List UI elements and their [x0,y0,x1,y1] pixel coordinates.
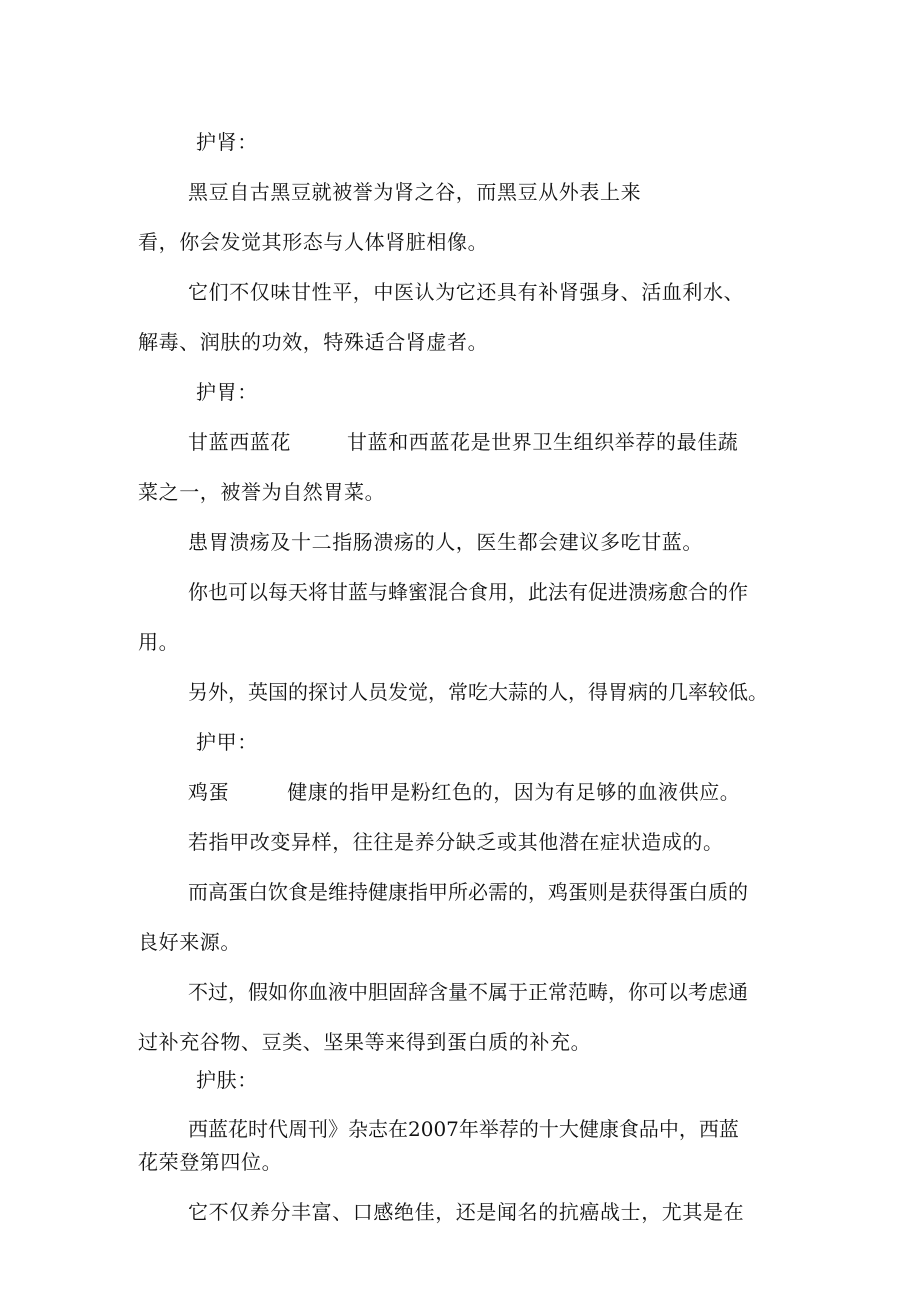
paragraph-line: 过补充谷物、豆类、坚果等来得到蛋白质的补充。 [138,1030,592,1054]
paragraph-line: 不过，假如你血液中胆固辞含量不属于正常范畴，你可以考虑通 [188,980,748,1004]
paragraph-line: 它不仅养分丰富、口感绝佳，还是闻名的抗癌战士，尤其是在 [188,1200,745,1224]
paragraph-line: 患胃溃疡及十二指肠溃疡的人，医生都会建议多吃甘蓝。 [188,530,703,554]
paragraph-line: 若指甲改变异样，往往是养分缺乏或其他潜在症状造成的。 [188,830,724,854]
paragraph-line: 花荣登第四位。 [138,1150,283,1174]
paragraph-line: 良好来源。 [138,930,241,954]
paragraph-line [188,428,738,456]
section-heading-kidney: 护肾： [196,130,258,154]
section-heading-nails: 护甲： [196,730,258,754]
paragraph-line: 西蓝花时代周刊》杂志在2007年举荐的十大健康食品中，西蓝 [188,1117,739,1141]
paragraph-line: 看，你会发觉其形态与人体肾脏相像。 [138,230,489,254]
paragraph-line: 另外，英国的探讨人员发觉，常吃大蒜的人，得胃病的几率较低。 [188,680,768,704]
paragraph-line: 它们不仅味甘性平，中医认为它还具有补肾强身、活血利水、 [188,280,745,304]
lead-text: 健康的指甲是粉红色的，因为有足够的血液供应。 [287,780,741,804]
paragraph-line: 你也可以每天将甘蓝与蜂蜜混合食用，此法有促进溃疡愈合的作 [188,580,748,604]
paragraph-line: 用。 [138,630,180,654]
paragraph-line [188,778,740,806]
lead-text: 甘蓝和西蓝花是世界卫生组织举荐的最佳蔬 [347,430,739,454]
section-heading-stomach: 护胃： [196,380,258,404]
lead-term: 鸡蛋 [188,780,230,804]
section-heading-skin: 护肤： [196,1068,258,1092]
paragraph-line: 解毒、润肤的功效，特殊适合肾虚者。 [138,330,489,354]
paragraph-line: 菜之一，被誉为自然胃菜。 [138,480,386,504]
paragraph-line: 而高蛋白饮食是维持健康指甲所必需的，鸡蛋则是获得蛋白质的 [188,880,748,904]
lead-term: 甘蓝西蓝花 [188,430,291,454]
paragraph-line: 黑豆自古黑豆就被誉为肾之谷，而黑豆从外表上来 [188,180,642,204]
